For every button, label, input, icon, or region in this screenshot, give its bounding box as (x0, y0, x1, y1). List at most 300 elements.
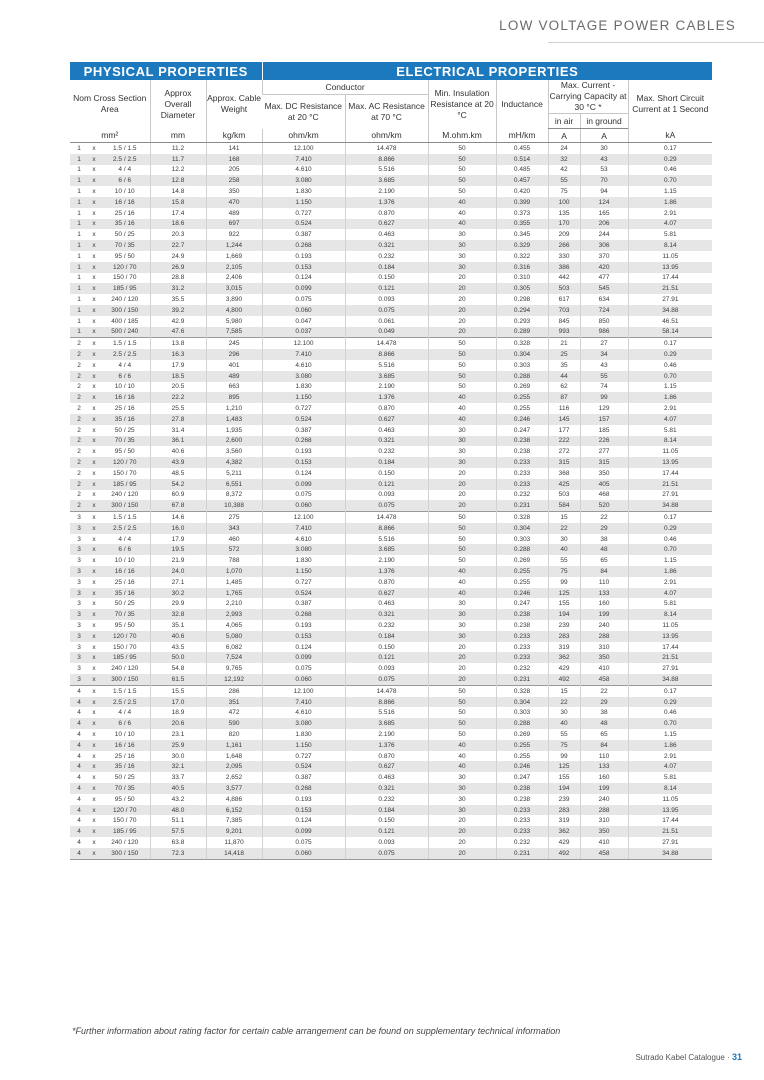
table-cell: 0.233 (496, 815, 548, 826)
table-row (70, 577, 712, 588)
table-cell: 1 (70, 305, 88, 316)
table-cell: 0.075 (262, 663, 345, 674)
table-cell: 0.524 (262, 761, 345, 772)
table-cell: 25 (548, 349, 580, 360)
table-cell: 30 (428, 446, 496, 457)
table-cell: 3 (70, 609, 88, 620)
table-cell: x (88, 544, 100, 555)
table-cell: 0.303 (496, 707, 548, 718)
table-cell: 16 / 16 (100, 197, 150, 208)
in-ground-header: in ground (580, 114, 628, 129)
table-cell: 28.8 (150, 273, 206, 284)
table-cell: 48.0 (150, 805, 206, 816)
table-cell: 1.15 (628, 382, 712, 393)
table-cell: 19.5 (150, 544, 206, 555)
table-cell: 1.376 (345, 740, 428, 751)
table-cell: 17.44 (628, 273, 712, 284)
table-row (70, 468, 712, 479)
table-cell: 1,070 (206, 566, 262, 577)
table-cell: 7.410 (262, 697, 345, 708)
table-cell: 4.610 (262, 534, 345, 545)
table-cell: 18.6 (150, 219, 206, 230)
table-cell: 0.150 (345, 468, 428, 479)
table-cell: 0.304 (496, 349, 548, 360)
table-cell: 1 (77, 317, 81, 325)
table-cell: 11.05 (628, 446, 712, 457)
table-cell: 3,890 (206, 294, 262, 305)
table-cell: 3 (70, 544, 88, 555)
table-cell: 4,065 (206, 620, 262, 631)
table-cell: 0.727 (262, 751, 345, 762)
table-cell: 0.150 (345, 815, 428, 826)
table-cell: 40 (428, 219, 496, 230)
table-cell: 20 (428, 294, 496, 305)
dc-resistance-header: Max. DC Resistance at 20 °C (262, 95, 345, 129)
table-row (70, 523, 712, 534)
table-cell: 315 (548, 457, 580, 468)
table-cell: 3 (77, 578, 81, 586)
table-cell: 300 / 150 (100, 848, 150, 859)
table-cell: 0.70 (628, 175, 712, 186)
table-cell: 0.310 (496, 273, 548, 284)
table-row (70, 186, 712, 197)
table-cell: 4 / 4 (118, 361, 132, 369)
table-cell: 21 (548, 338, 580, 349)
table-cell: x (92, 600, 96, 608)
table-cell: 95 / 50 (114, 795, 135, 803)
table-cell: 145 (548, 414, 580, 425)
table-cell: 0.46 (628, 534, 712, 545)
table-cell: 0.46 (628, 165, 712, 176)
table-cell: x (88, 262, 100, 273)
table-cell: 0.268 (262, 609, 345, 620)
table-cell: 820 (206, 729, 262, 740)
table-cell: 0.46 (628, 360, 712, 371)
table-cell: 4 (70, 697, 88, 708)
table-row (70, 294, 712, 305)
table-cell: 788 (206, 555, 262, 566)
table-cell: 120 / 70 (100, 457, 150, 468)
table-cell: 18.5 (150, 371, 206, 382)
table-cell: 0.255 (496, 403, 548, 414)
table-cell: 40 (428, 566, 496, 577)
table-cell: 2,993 (206, 609, 262, 620)
table-cell: 20 (428, 316, 496, 327)
table-cell: 12.100 (262, 512, 345, 523)
table-cell: 0.233 (496, 642, 548, 653)
table-cell: 75 (548, 566, 580, 577)
table-cell: 120 / 70 (100, 262, 150, 273)
table-cell: 8.866 (345, 697, 428, 708)
table-cell: 460 (206, 534, 262, 545)
table-row (70, 663, 712, 674)
table-cell: 310 (580, 815, 628, 826)
table-cell: 0.420 (496, 186, 548, 197)
table-cell: 0.184 (345, 631, 428, 642)
table-cell: 3.080 (262, 544, 345, 555)
table-cell: 8.866 (345, 349, 428, 360)
table-cell: x (88, 305, 100, 316)
table-cell: x (88, 436, 100, 447)
table-cell: 0.387 (262, 772, 345, 783)
table-cell: 401 (206, 360, 262, 371)
table-cell: 18.9 (150, 707, 206, 718)
table-cell: 5.516 (345, 707, 428, 718)
table-cell: 177 (548, 425, 580, 436)
table-cell: 0.870 (345, 403, 428, 414)
table-cell: 3 (77, 621, 81, 629)
table-cell: 1,485 (206, 577, 262, 588)
table-cell: 0.269 (496, 555, 548, 566)
table-cell: 0.233 (496, 826, 548, 837)
table-cell: 4.07 (628, 761, 712, 772)
table-row (70, 403, 712, 414)
table-cell: 1.5 / 1.5 (100, 685, 150, 696)
table-row (70, 208, 712, 219)
table-cell: 34.88 (628, 500, 712, 511)
table-cell: 850 (580, 316, 628, 327)
table-cell: 50 (428, 697, 496, 708)
table-cell: 110 (580, 751, 628, 762)
table-cell: 55 (580, 371, 628, 382)
table-cell: 50 (428, 165, 496, 176)
table-cell: 13.8 (150, 338, 206, 349)
table-row (70, 609, 712, 620)
table-cell: x (88, 718, 100, 729)
table-cell: 155 (548, 772, 580, 783)
table-cell: 27.91 (628, 294, 712, 305)
table-cell: 477 (580, 273, 628, 284)
table-cell: 0.321 (345, 609, 428, 620)
table-cell: 50 (428, 349, 496, 360)
table-cell: 34.88 (628, 848, 712, 859)
table-cell: 135 (548, 208, 580, 219)
table-cell: 84 (580, 740, 628, 751)
table-cell: 50 (428, 534, 496, 545)
table-cell: 7.410 (262, 349, 345, 360)
table-cell: 94 (580, 186, 628, 197)
table-cell: 0.329 (496, 240, 548, 251)
table-row (70, 566, 712, 577)
table-cell: 0.247 (496, 425, 548, 436)
table-cell: 4 (77, 730, 81, 738)
table-row (70, 382, 712, 393)
table-cell: 0.060 (262, 305, 345, 316)
table-cell: 2 (70, 349, 88, 360)
table-cell: 545 (580, 283, 628, 294)
table-cell: 2 (70, 414, 88, 425)
table-cell: 31.2 (150, 283, 206, 294)
table-cell: 2.91 (628, 577, 712, 588)
table-cell: 22 (580, 685, 628, 696)
table-cell: 16 / 16 (100, 566, 150, 577)
table-cell: 10 / 10 (114, 557, 135, 565)
table-cell: 425 (548, 479, 580, 490)
table-cell: 0.153 (262, 457, 345, 468)
table-cell: 70 / 35 (100, 436, 150, 447)
table-cell: 25.9 (150, 740, 206, 751)
table-cell: 17.44 (628, 468, 712, 479)
table-cell: 0.399 (496, 197, 548, 208)
table-row (70, 598, 712, 609)
table-cell: 1,161 (206, 740, 262, 751)
table-cell: 27.8 (150, 414, 206, 425)
table-row (70, 425, 712, 436)
table-cell: 0.060 (262, 674, 345, 685)
table-cell: 30 (428, 598, 496, 609)
table-cell: 239 (548, 620, 580, 631)
table-cell: 4 / 4 (118, 709, 132, 717)
table-cell: 3 (70, 631, 88, 642)
table-cell: 48 (580, 718, 628, 729)
table-cell: 129 (580, 403, 628, 414)
table-cell: 0.463 (345, 772, 428, 783)
table-cell: 9,765 (206, 663, 262, 674)
table-cell: 590 (206, 718, 262, 729)
table-cell: x (88, 523, 100, 534)
table-row (70, 751, 712, 762)
table-cell: x (88, 697, 100, 708)
table-cell: 30 (548, 707, 580, 718)
table-row (70, 620, 712, 631)
table-cell: 3.685 (345, 544, 428, 555)
table-cell: x (88, 283, 100, 294)
table-cell: 0.269 (496, 382, 548, 393)
table-cell: x (88, 512, 100, 523)
table-cell: x (88, 826, 100, 837)
table-cell: 0.193 (262, 251, 345, 262)
table-cell: 0.075 (262, 490, 345, 501)
table-row (70, 707, 712, 718)
table-row (70, 283, 712, 294)
table-cell: x (88, 338, 100, 349)
table-cell: 429 (548, 837, 580, 848)
table-cell: 0.093 (345, 294, 428, 305)
table-cell: 20.3 (150, 229, 206, 240)
table-cell: 20 (428, 468, 496, 479)
table-cell: 25 / 16 (114, 209, 135, 217)
table-cell: 30 (428, 794, 496, 805)
table-cell: 2.190 (345, 186, 428, 197)
table-cell: 0.298 (496, 294, 548, 305)
table-cell: 1,244 (206, 240, 262, 251)
table-cell: 27.1 (150, 577, 206, 588)
table-cell: 1.830 (262, 729, 345, 740)
table-cell: 0.29 (628, 697, 712, 708)
table-cell: 87 (548, 392, 580, 403)
table-cell: 7.410 (262, 154, 345, 165)
table-row (70, 794, 712, 805)
table-cell: 1,765 (206, 588, 262, 599)
table-cell: 3.080 (262, 371, 345, 382)
table-cell: x (92, 643, 96, 651)
table-cell: 34.88 (628, 305, 712, 316)
table-cell: 1,483 (206, 414, 262, 425)
table-cell: 2 (70, 479, 88, 490)
table-cell: 5.516 (345, 360, 428, 371)
table-cell: 3 (70, 588, 88, 599)
table-cell: 617 (548, 294, 580, 305)
table-cell: x (88, 685, 100, 696)
table-cell: 22 (548, 697, 580, 708)
table-cell: 0.238 (496, 436, 548, 447)
table-row (70, 837, 712, 848)
table-cell: 50 / 25 (114, 426, 135, 434)
table-cell: x (88, 457, 100, 468)
table-cell: 3.685 (345, 175, 428, 186)
table-row (70, 729, 712, 740)
table-cell: 43.2 (150, 794, 206, 805)
table-cell: 503 (548, 283, 580, 294)
table-cell: 47.6 (150, 327, 206, 338)
table-cell: x (92, 795, 96, 803)
table-cell: 1.830 (262, 382, 345, 393)
table-cell: x (92, 209, 96, 217)
table-cell: 0.289 (496, 327, 548, 338)
table-cell: 21.9 (150, 555, 206, 566)
table-cell: 12.100 (262, 143, 345, 154)
in-air-header: in air (548, 114, 580, 129)
table-cell: 5.516 (345, 534, 428, 545)
table-cell: 1 (70, 197, 88, 208)
table-cell: 206 (580, 219, 628, 230)
table-cell: 2,406 (206, 273, 262, 284)
table-cell: 20.6 (150, 718, 206, 729)
table-cell: x (88, 175, 100, 186)
table-cell: 50 (428, 186, 496, 197)
table-cell: 0.093 (345, 837, 428, 848)
table-cell: 30 (428, 783, 496, 794)
table-cell: 21.51 (628, 826, 712, 837)
table-cell: 141 (206, 143, 262, 154)
table-cell: x (92, 621, 96, 629)
table-cell: 14,418 (206, 848, 262, 859)
table-cell: 133 (580, 588, 628, 599)
table-cell: 0.238 (496, 609, 548, 620)
table-cell: 40.5 (150, 783, 206, 794)
table-cell: 500 / 240 (100, 327, 150, 338)
table-cell: 1 (77, 209, 81, 217)
table-cell: 258 (206, 175, 262, 186)
table-cell: 20 (428, 837, 496, 848)
table-cell: 266 (548, 240, 580, 251)
table-cell: 20 (428, 848, 496, 859)
table-cell: 1 (70, 219, 88, 230)
table-cell: 50 (428, 143, 496, 154)
unit-cell: kg/km (206, 129, 262, 143)
table-cell: 0.238 (496, 446, 548, 457)
table-cell: 0.037 (262, 327, 345, 338)
table-cell: 40 (428, 577, 496, 588)
table-cell: 2 (77, 426, 81, 434)
table-cell: 0.268 (262, 240, 345, 251)
table-cell: 11.2 (150, 143, 206, 154)
table-cell: 0.321 (345, 240, 428, 251)
table-cell: 1,669 (206, 251, 262, 262)
table-cell: 17.44 (628, 815, 712, 826)
table-cell: 0.345 (496, 229, 548, 240)
table-cell: 1.830 (262, 555, 345, 566)
table-cell: 30 (548, 534, 580, 545)
table-cell: 0.150 (345, 642, 428, 653)
nom-cross-header: Nom Cross Section Area (73, 93, 147, 115)
table-cell: 0.328 (496, 338, 548, 349)
table-cell: 42 (548, 165, 580, 176)
table-cell: 35 / 16 (100, 761, 150, 772)
table-row (70, 273, 712, 284)
table-cell: 35.5 (150, 294, 206, 305)
table-cell: 0.373 (496, 208, 548, 219)
table-cell: 65 (580, 729, 628, 740)
table-cell: 2 (70, 500, 88, 511)
table-cell: 16 / 16 (100, 392, 150, 403)
table-cell: 400 / 185 (111, 317, 139, 325)
table-cell: 0.060 (262, 848, 345, 859)
table-cell: 1,935 (206, 425, 262, 436)
table-cell: 1.15 (628, 186, 712, 197)
table-cell: 3 (70, 674, 88, 685)
table-cell: 20 (428, 815, 496, 826)
table-cell: 6 / 6 (100, 371, 150, 382)
table-cell: x (92, 469, 96, 477)
table-cell: 75 (548, 186, 580, 197)
table-cell: 2 (70, 392, 88, 403)
table-cell: 0.627 (345, 588, 428, 599)
unit-cell: mm² (70, 129, 150, 143)
table-cell: 1.5 / 1.5 (113, 144, 137, 152)
table-cell: 492 (548, 674, 580, 685)
table-cell: 44 (548, 371, 580, 382)
table-cell: 20 (428, 479, 496, 490)
table-cell: 0.70 (628, 544, 712, 555)
table-row (70, 251, 712, 262)
table-cell: 0.29 (628, 523, 712, 534)
table-cell: 50 (428, 382, 496, 393)
table-cell: 150 / 70 (113, 274, 137, 282)
table-cell: 160 (580, 772, 628, 783)
table-cell: 0.524 (262, 219, 345, 230)
table-cell: 11.7 (150, 154, 206, 165)
table-cell: x (88, 566, 100, 577)
electrical-properties-header: ELECTRICAL PROPERTIES (262, 62, 712, 80)
table-cell: 6,152 (206, 805, 262, 816)
table-cell: 703 (548, 305, 580, 316)
table-cell: 4.610 (262, 360, 345, 371)
table-cell: 2 (77, 405, 81, 413)
table-cell: 20 (428, 642, 496, 653)
table-cell: 8.14 (628, 783, 712, 794)
table-cell: 310 (580, 642, 628, 653)
table-cell: 7,524 (206, 652, 262, 663)
table-cell: x (88, 219, 100, 230)
table-cell: 170 (548, 219, 580, 230)
table-cell: 0.233 (496, 479, 548, 490)
table-cell: 0.269 (496, 729, 548, 740)
table-row (70, 165, 712, 176)
table-cell: 470 (206, 197, 262, 208)
table-cell: 0.627 (345, 761, 428, 772)
table-cell: 2.5 / 2.5 (100, 154, 150, 165)
table-cell: 4 / 4 (118, 166, 132, 174)
table-cell: 368 (548, 468, 580, 479)
table-cell: 2,210 (206, 598, 262, 609)
table-cell: 0.355 (496, 219, 548, 230)
table-cell: 343 (206, 523, 262, 534)
table-row (70, 642, 712, 653)
table-row (70, 143, 712, 154)
table-cell: 1.15 (628, 555, 712, 566)
table-cell: 30 (428, 436, 496, 447)
